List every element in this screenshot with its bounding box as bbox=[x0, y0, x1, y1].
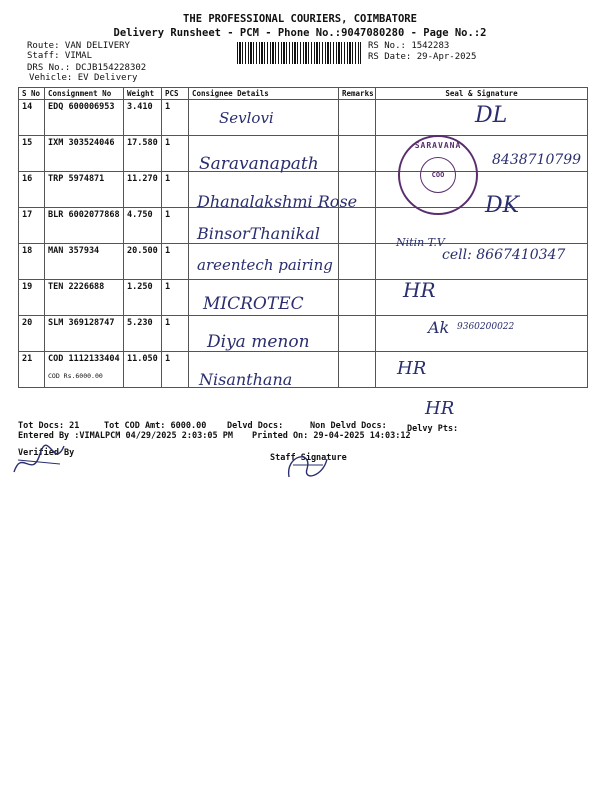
row-consignment: BLR 6002077868 bbox=[45, 208, 124, 244]
row-pcs: 1 bbox=[162, 316, 189, 352]
row-remarks bbox=[339, 208, 376, 244]
col-header-weight: Weight bbox=[124, 88, 162, 100]
staff-signature-label: Staff Signature bbox=[270, 453, 347, 463]
total-docs: Tot Docs: 21 bbox=[18, 421, 80, 431]
runsheet-title: Delivery Runsheet - PCM - Phone No.:9047080280 - Page No.:2 bbox=[113, 27, 487, 39]
col-header-consignment: Consignment No bbox=[45, 88, 124, 100]
rs-number: RS No.: 1542283 bbox=[368, 41, 450, 51]
handwritten-consignee: Sevlovi bbox=[219, 109, 274, 127]
signature-20: HR bbox=[397, 358, 427, 379]
route-label: Route: VAN DELIVERY bbox=[27, 41, 130, 51]
signature-18: HR bbox=[403, 278, 436, 302]
row-pcs: 1 bbox=[162, 208, 189, 244]
company-title: THE PROFESSIONAL COURIERS, COIMBATORE bbox=[183, 13, 417, 25]
row-remarks bbox=[339, 244, 376, 280]
total-cod-amount: Tot COD Amt: 6000.00 bbox=[104, 421, 207, 431]
signature-17-name: Nitin T.V bbox=[396, 236, 445, 249]
staff-signature-scribble bbox=[283, 447, 333, 487]
barcode bbox=[237, 42, 361, 64]
col-header-sno: S No bbox=[19, 88, 45, 100]
row-sno: 15 bbox=[19, 136, 45, 172]
signature-15-phone: 8438710799 bbox=[492, 152, 582, 168]
row-pcs: 1 bbox=[162, 136, 189, 172]
col-header-remarks: Remarks bbox=[339, 88, 376, 100]
row-weight: 11.050 bbox=[124, 352, 162, 388]
row-consignee bbox=[189, 244, 339, 280]
handwritten-consignee: Nisanthana bbox=[199, 370, 293, 389]
runsheet-table bbox=[18, 87, 588, 388]
signature-16: DK bbox=[485, 193, 520, 218]
row-weight: 5.230 bbox=[124, 316, 162, 352]
non-delivered-docs: Non Delvd Docs: bbox=[310, 421, 387, 431]
handwritten-consignee: areentech pairing bbox=[197, 256, 333, 274]
row-consignee bbox=[189, 280, 339, 316]
table-row bbox=[19, 280, 588, 316]
signature-19: Ak bbox=[428, 318, 450, 337]
row-pcs: 1 bbox=[162, 280, 189, 316]
consignment-number: COD 1112133404 bbox=[48, 354, 120, 364]
row-sno: 19 bbox=[19, 280, 45, 316]
row-weight: 17.580 bbox=[124, 136, 162, 172]
handwritten-consignee: MICROTEC bbox=[203, 294, 304, 314]
col-header-seal: Seal & Signature bbox=[376, 88, 588, 100]
row-remarks bbox=[339, 280, 376, 316]
stamp-ring-text: SARAVANA bbox=[414, 141, 462, 150]
stamp-center-text: COO bbox=[420, 157, 456, 193]
row-remarks bbox=[339, 352, 376, 388]
row-weight: 3.410 bbox=[124, 100, 162, 136]
row-consignment: TEN 2226688 bbox=[45, 280, 124, 316]
row-consignee bbox=[189, 316, 339, 352]
row-consignee bbox=[189, 100, 339, 136]
table-header-row bbox=[19, 88, 588, 100]
row-sno: 20 bbox=[19, 316, 45, 352]
signature-21: HR bbox=[425, 398, 455, 419]
handwritten-consignee: Dhanalakshmi Rose bbox=[197, 192, 358, 211]
row-consignment: MAN 357934 bbox=[45, 244, 124, 280]
row-consignee bbox=[189, 172, 358, 211]
row-pcs: 1 bbox=[162, 100, 189, 136]
row-consignment: EDQ 600006953 bbox=[45, 100, 124, 136]
delivery-points: Delvy Pts: bbox=[407, 424, 459, 434]
table-row bbox=[19, 352, 588, 388]
verified-signature-scribble bbox=[10, 440, 70, 485]
row-consignment: SLM 369128747 bbox=[45, 316, 124, 352]
verified-by-label: Verified By bbox=[18, 448, 75, 458]
signature-14: DL bbox=[475, 103, 508, 128]
col-header-consignee: Consignee Details bbox=[189, 88, 339, 100]
row-consignment: IXM 303524046 bbox=[45, 136, 124, 172]
row-remarks bbox=[339, 136, 376, 172]
table-row bbox=[19, 316, 588, 352]
row-pcs: 1 bbox=[162, 172, 189, 208]
row-consignment bbox=[45, 352, 124, 388]
row-weight: 4.750 bbox=[124, 208, 162, 244]
row-consignee bbox=[189, 208, 339, 244]
row-sno: 21 bbox=[19, 352, 45, 388]
staff-label: Staff: VIMAL bbox=[27, 51, 93, 61]
handwritten-consignee: BinsorThanikal bbox=[197, 224, 320, 243]
col-header-pcs: PCS bbox=[162, 88, 189, 100]
cod-amount-note: COD Rs.6000.00 bbox=[48, 372, 103, 380]
row-sno: 17 bbox=[19, 208, 45, 244]
row-remarks bbox=[339, 100, 376, 136]
row-remarks bbox=[339, 316, 376, 352]
entered-by: Entered By :VIMALPCM 04/29/2025 2:03:05 PM bbox=[18, 431, 233, 441]
signature-17-cell: cell: 8667410347 bbox=[442, 247, 566, 263]
signature-19-phone: 9360200022 bbox=[457, 322, 515, 332]
seal-stamp bbox=[398, 135, 478, 215]
row-sno: 16 bbox=[19, 172, 45, 208]
row-weight: 1.250 bbox=[124, 280, 162, 316]
row-consignment: TRP 5974871 bbox=[45, 172, 124, 208]
row-seal bbox=[376, 316, 588, 352]
row-pcs: 1 bbox=[162, 352, 189, 388]
row-pcs: 1 bbox=[162, 244, 189, 280]
delivered-docs: Delvd Docs: bbox=[227, 421, 284, 431]
printed-on: Printed On: 29-04-2025 14:03:12 bbox=[252, 431, 411, 441]
row-weight: 11.270 bbox=[124, 172, 162, 208]
handwritten-consignee: Saravanapath bbox=[199, 154, 319, 174]
row-sno: 18 bbox=[19, 244, 45, 280]
row-sno: 14 bbox=[19, 100, 45, 136]
row-consignee bbox=[189, 136, 339, 172]
handwritten-consignee: Diya menon bbox=[207, 332, 310, 352]
drs-number: DRS No.: DCJB154228302 bbox=[27, 63, 147, 73]
row-weight: 20.500 bbox=[124, 244, 162, 280]
row-consignee bbox=[189, 352, 339, 388]
rs-date: RS Date: 29-Apr-2025 bbox=[368, 52, 477, 62]
vehicle-label: Vehicle: EV Delivery bbox=[29, 73, 138, 83]
